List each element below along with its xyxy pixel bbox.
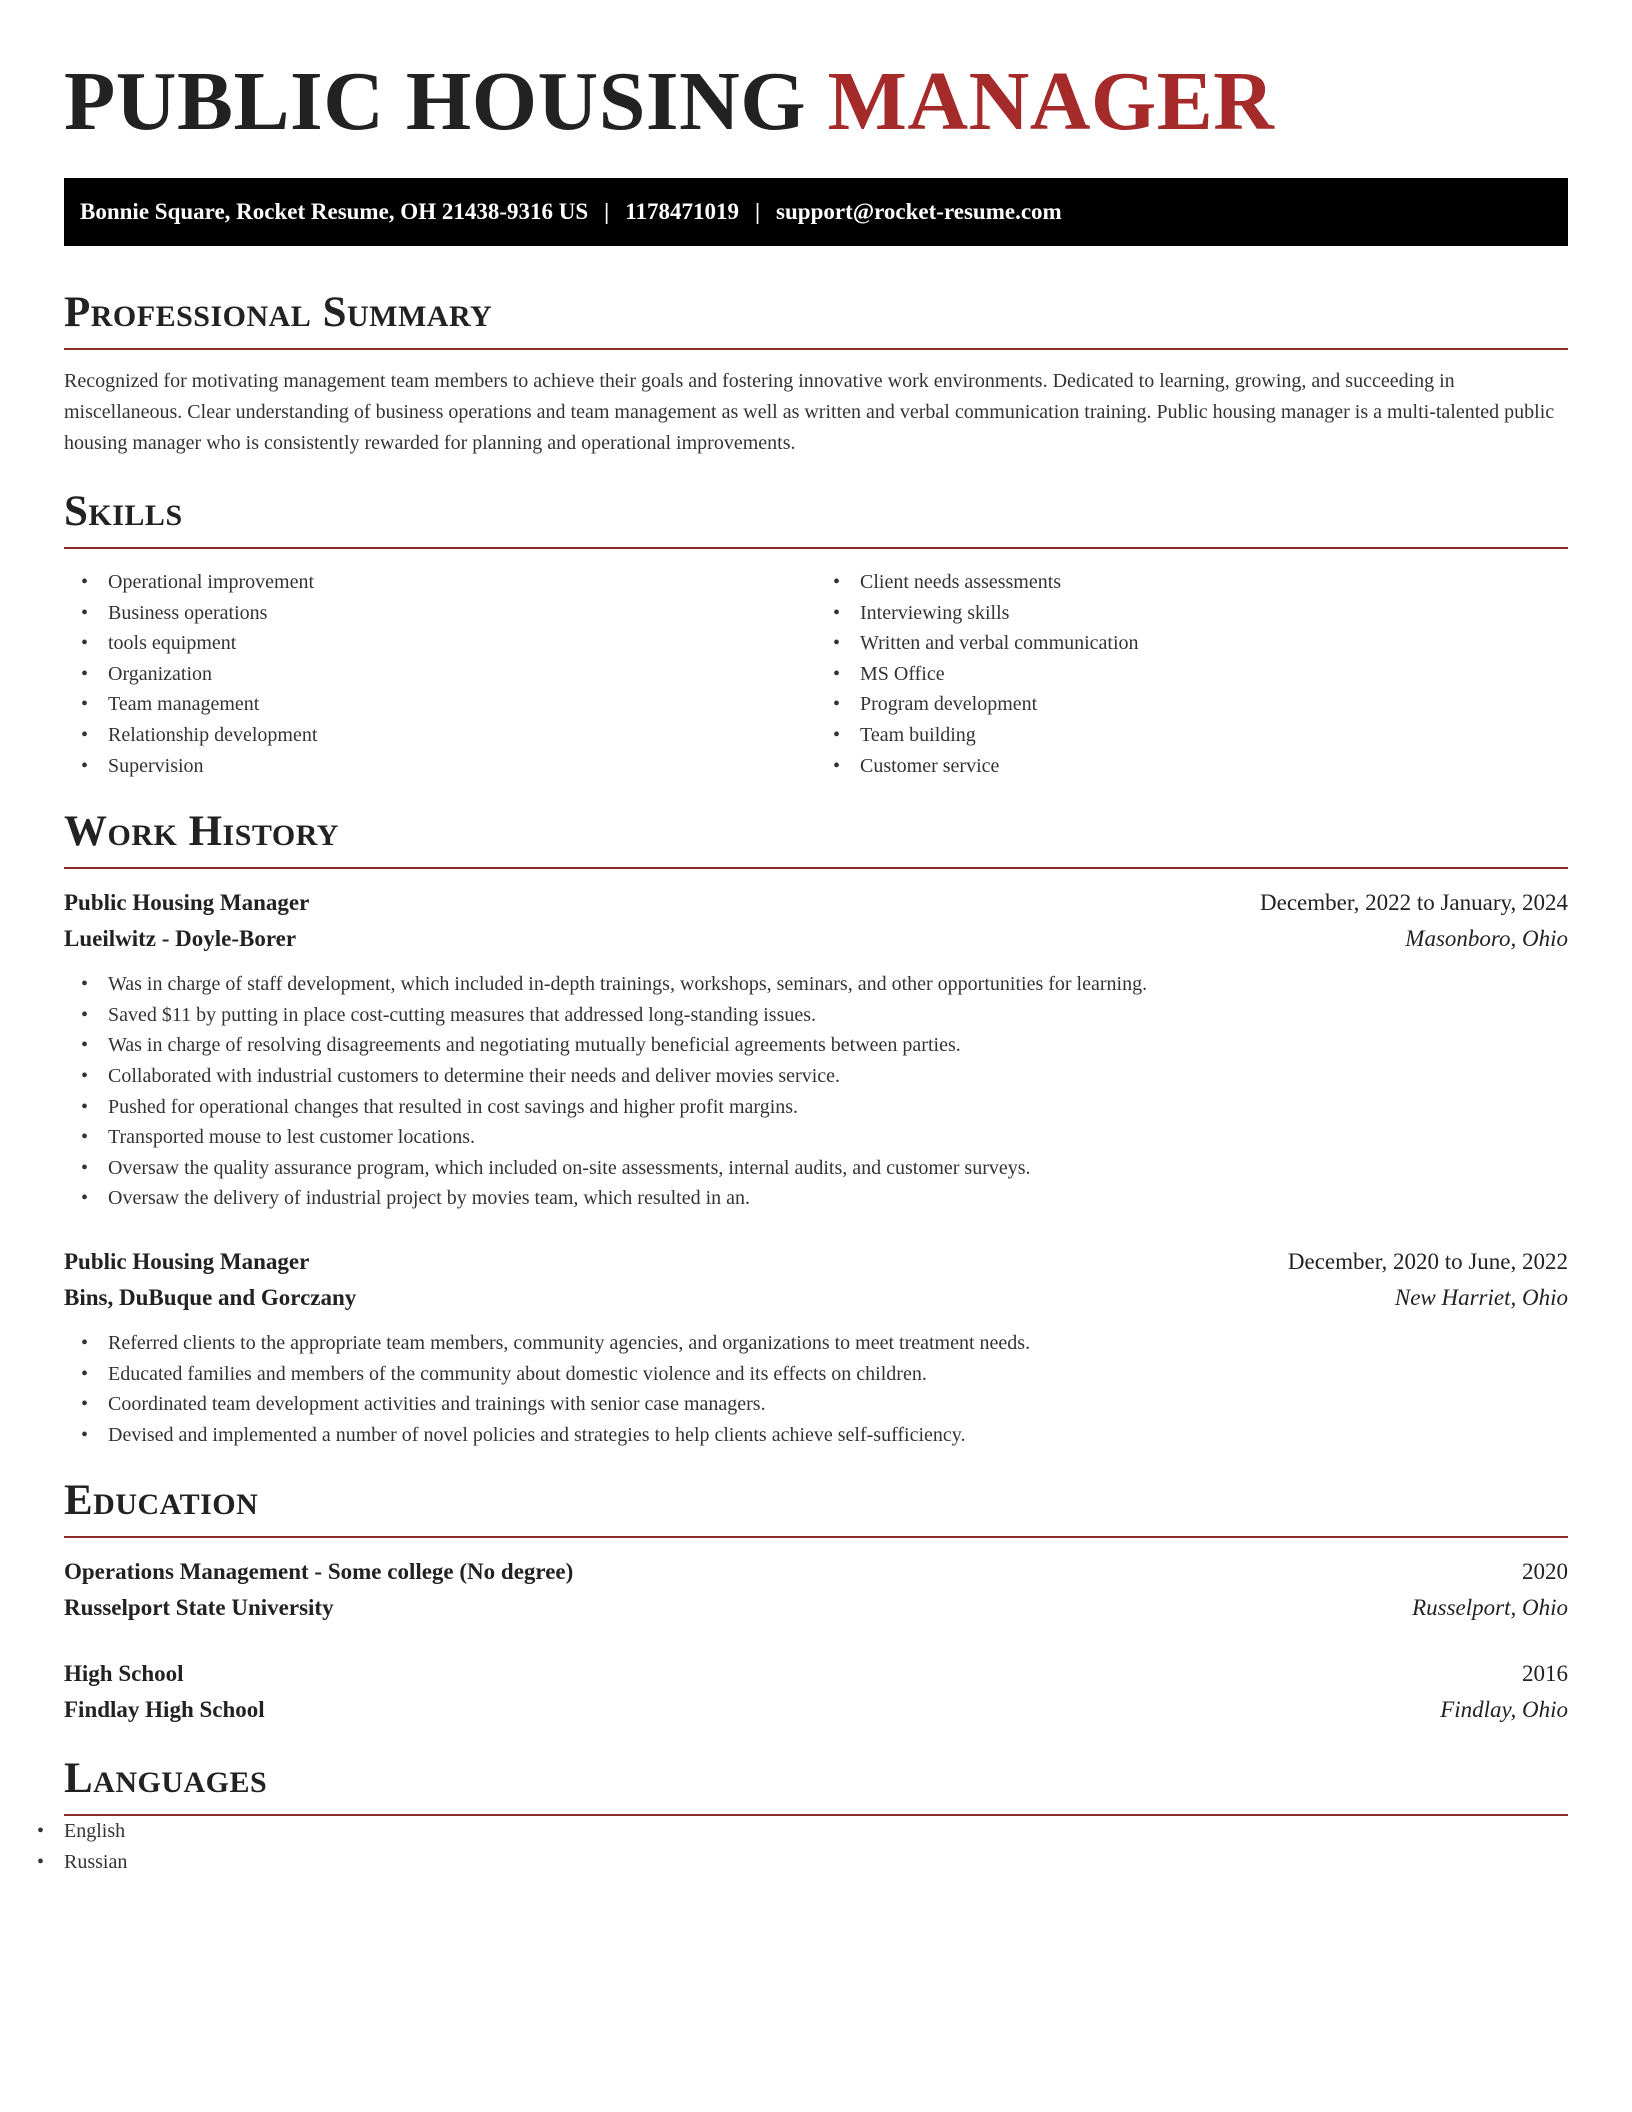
resume-name	[64, 52, 1568, 152]
contact-email: support@rocket-resume.com	[776, 199, 1062, 224]
education-header-row	[64, 1656, 1568, 1692]
contact-separator: |	[604, 199, 610, 224]
education-entry	[64, 1656, 1568, 1728]
job-bullet: • Oversaw the quality assurance program, which included on-site assessments, internal audits, and customer surveys.	[108, 1153, 1568, 1184]
job-bullets	[64, 969, 1568, 1214]
section-title-education: Education	[64, 1477, 259, 1525]
job-bullet: • Was in charge of staff development, which included in-depth trainings, workshops, seminars, and other opportunities for learning.	[108, 969, 1568, 1000]
skill-item: • Team management	[108, 689, 816, 720]
language-item: • Russian	[64, 1847, 1568, 1878]
education-school: Russelport State University	[64, 1595, 334, 1621]
job-bullet: • Collaborated with industrial customers to determine their needs and deliver movies service.	[108, 1061, 1568, 1092]
education-year: 2016	[1522, 1661, 1568, 1687]
job-bullet: • Transported mouse to lest customer locations.	[108, 1122, 1568, 1153]
job-bullet: • Was in charge of resolving disagreements and negotiating mutually beneficial agreements between parties.	[108, 1030, 1568, 1061]
skill-item: • Supervision	[108, 751, 816, 782]
skill-item: • Interviewing skills	[860, 598, 1568, 629]
education-entry	[64, 1554, 1568, 1626]
education-year: 2020	[1522, 1559, 1568, 1585]
skill-item: • Operational improvement	[108, 567, 816, 598]
contact-address: Bonnie Square, Rocket Resume, OH 21438-9316 US	[80, 199, 589, 224]
skill-item: • Customer service	[860, 751, 1568, 782]
section-divider	[64, 547, 1568, 549]
education-header-row	[64, 1554, 1568, 1590]
job-company-row	[64, 1280, 1568, 1316]
job-title: Public Housing Manager	[64, 1248, 310, 1274]
skills-list-right	[816, 567, 1568, 781]
summary-section	[64, 288, 1568, 459]
job-bullet: • Educated families and members of the community about domestic violence and its effects on children.	[108, 1359, 1568, 1390]
job-bullets	[64, 1328, 1568, 1450]
job-location: Masonboro, Ohio	[1405, 926, 1568, 952]
education-school-row	[64, 1692, 1568, 1728]
education-location: Russelport, Ohio	[1412, 1595, 1568, 1621]
job-company: Lueilwitz - Doyle-Borer	[64, 926, 297, 952]
section-title-summary: Professional Summary	[64, 289, 493, 336]
section-title-languages: Languages	[64, 1755, 268, 1803]
skills-section	[64, 487, 1568, 781]
section-title-skills: Skills	[64, 488, 183, 535]
skill-item: • Program development	[860, 689, 1568, 720]
education-degree: High School	[64, 1661, 184, 1687]
education-school: Findlay High School	[64, 1697, 265, 1723]
skills-list-left	[64, 567, 816, 781]
job-header-row	[64, 885, 1568, 921]
summary-text: Recognized for motivating management team members to achieve their goals and fostering innovative work environments. Dedicated to learning, growing, and succeeding in miscellaneous. Clear understanding of business operations and team management as well as written and verbal communication training. Public housing manager is a multi-talented public housing manager who is consistently rewarded for planning and operational improvements.	[64, 370, 1555, 454]
education-location: Findlay, Ohio	[1440, 1697, 1568, 1723]
job-header-row	[64, 1244, 1568, 1280]
skill-item: • Client needs assessments	[860, 567, 1568, 598]
contact-phone: 1178471019	[625, 199, 739, 224]
skill-item: • Written and verbal communication	[860, 628, 1568, 659]
section-divider	[64, 867, 1568, 869]
name-first: PUBLIC HOUSING	[64, 55, 807, 148]
job-bullet: • Saved $11 by putting in place cost-cutting measures that addressed long-standing issues.	[108, 1000, 1568, 1031]
job-bullet: • Oversaw the delivery of industrial project by movies team, which resulted in an.	[108, 1183, 1568, 1214]
contact-separator: |	[754, 199, 761, 224]
skill-item: • Organization	[108, 659, 816, 690]
job-entry	[64, 1244, 1568, 1450]
section-divider	[64, 1536, 1568, 1538]
skills-grid	[64, 567, 1568, 781]
job-company-row	[64, 921, 1568, 957]
name-last: MANAGER	[827, 55, 1275, 148]
contact-bar	[64, 178, 1568, 246]
job-bullet: • Devised and implemented a number of novel policies and strategies to help clients achieve self-sufficiency.	[108, 1420, 1568, 1451]
job-dates: December, 2020 to June, 2022	[1287, 1248, 1568, 1274]
languages-section	[64, 1754, 1568, 1877]
skill-item: • Relationship development	[108, 720, 816, 751]
job-bullet: • Coordinated team development activities and trainings with senior case managers.	[108, 1389, 1568, 1420]
skill-item: • MS Office	[860, 659, 1568, 690]
work-history-section	[64, 807, 1568, 1450]
job-title: Public Housing Manager	[64, 890, 310, 916]
education-section	[64, 1476, 1568, 1728]
languages-list	[64, 1816, 1568, 1877]
job-bullet: • Referred clients to the appropriate team members, community agencies, and organizations to meet treatment needs.	[108, 1328, 1568, 1359]
skill-item: • Team building	[860, 720, 1568, 751]
job-dates: December, 2022 to January, 2024	[1260, 890, 1568, 916]
education-degree: Operations Management - Some college (No degree)	[64, 1559, 574, 1585]
job-location: New Harriet, Ohio	[1394, 1284, 1568, 1310]
job-entry	[64, 885, 1568, 1214]
skill-item: • tools equipment	[108, 628, 816, 659]
job-bullet: • Pushed for operational changes that resulted in cost savings and higher profit margins.	[108, 1092, 1568, 1123]
language-item: • English	[64, 1816, 1568, 1847]
education-school-row	[64, 1590, 1568, 1626]
job-company: Bins, DuBuque and Gorczany	[64, 1284, 357, 1310]
section-title-work-history: Work History	[64, 808, 339, 856]
section-divider	[64, 348, 1568, 350]
skill-item: • Business operations	[108, 598, 816, 629]
